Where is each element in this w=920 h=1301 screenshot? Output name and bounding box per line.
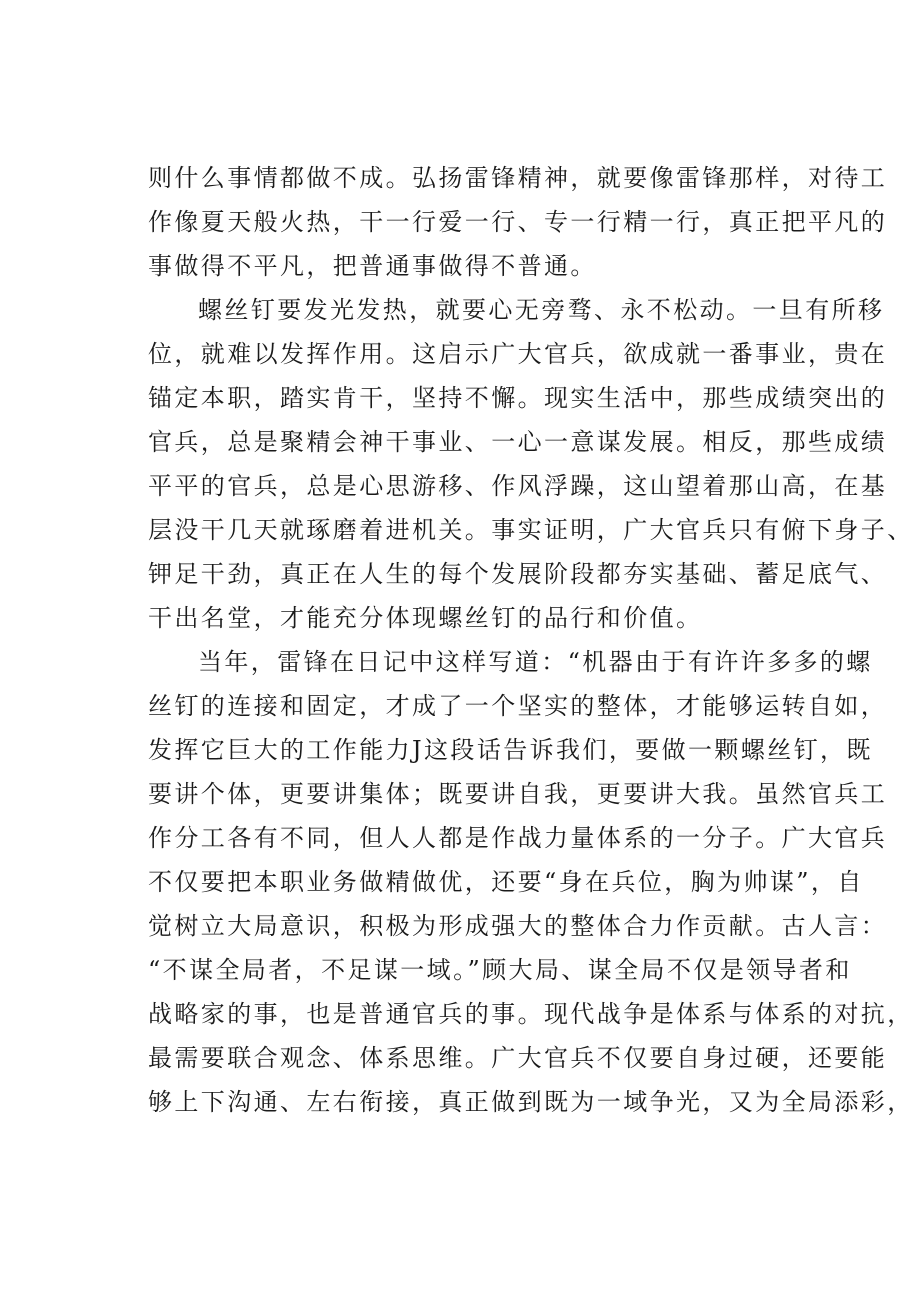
paragraph-3-line-8: “不谋全局者，不足谋一域。”顾大局、谋全局不仅是领导者和 <box>148 956 852 984</box>
paragraph-3-line-10: 最需要联合观念、体系思维。广大官兵不仅要自身过硬，还要能 <box>148 1044 888 1072</box>
paragraph-3-line-3: 发挥它巨大的工作能力J这段话告诉我们，要做一颗螺丝钉，既 <box>148 736 873 764</box>
paragraph-3-line-6: 不仅要把本职业务做精做优，还要“身在兵位，胸为帅谋”，自 <box>148 868 864 896</box>
paragraph-3-line-7: 觉树立大局意识，积极为形成强大的整体合力作贡献。古人言： <box>148 912 888 940</box>
paragraph-1-line-3: 事做得不平凡，把普通事做得不普通。 <box>148 252 597 280</box>
paragraph-3-line-9: 战略家的事，也是普通官兵的事。现代战争是体系与体系的对抗， <box>148 1000 914 1028</box>
paragraph-2-line-3: 锚定本职，踏实肯干，坚持不懈。现实生活中，那些成绩突出的 <box>148 384 888 412</box>
paragraph-3-line-4: 要讲个体，更要讲集体；既要讲自我，更要讲大我。虽然官兵工 <box>148 780 888 808</box>
paragraph-2-line-5: 平平的官兵，总是心思游移、作风浮躁，这山望着那山高，在基 <box>148 472 888 500</box>
paragraph-3-line-5: 作分工各有不同，但人人都是作战力量体系的一分子。广大官兵 <box>148 824 888 852</box>
paragraph-2-line-8: 干出名堂，才能充分体现螺丝钉的品行和价值。 <box>148 604 703 632</box>
paragraph-3-line-1: 当年，雷锋在日记中这样写道：“机器由于有许许多多的螺 <box>198 648 873 676</box>
paragraph-3-line-11: 够上下沟通、左右衔接，真正做到既为一域争光，又为全局添彩， <box>148 1088 914 1116</box>
paragraph-2-line-7: 钾足干劲，真正在人生的每个发展阶段都夯实基础、蓄足底气、 <box>148 560 888 588</box>
paragraph-1-line-1: 则什么事情都做不成。弘扬雷锋精神，就要像雷锋那样，对待工 <box>148 164 888 192</box>
paragraph-2-line-4: 官兵，总是聚精会神干事业、一心一意谋发展。相反，那些成绩 <box>148 428 888 456</box>
paragraph-2-line-6: 层没干几天就琢磨着进机关。事实证明，广大官兵只有俯下身子、 <box>148 516 914 544</box>
paragraph-3-line-2: 丝钉的连接和固定，才成了一个坚实的整体，才能够运转自如， <box>148 692 888 720</box>
paragraph-2-line-1: 螺丝钉要发光发热，就要心无旁骛、永不松动。一旦有所移 <box>198 296 885 324</box>
paragraph-1-line-2: 作像夏天般火热，干一行爱一行、专一行精一行，真正把平凡的 <box>148 208 888 236</box>
paragraph-2-line-2: 位，就难以发挥作用。这启示广大官兵，欲成就一番事业，贵在 <box>148 340 888 368</box>
